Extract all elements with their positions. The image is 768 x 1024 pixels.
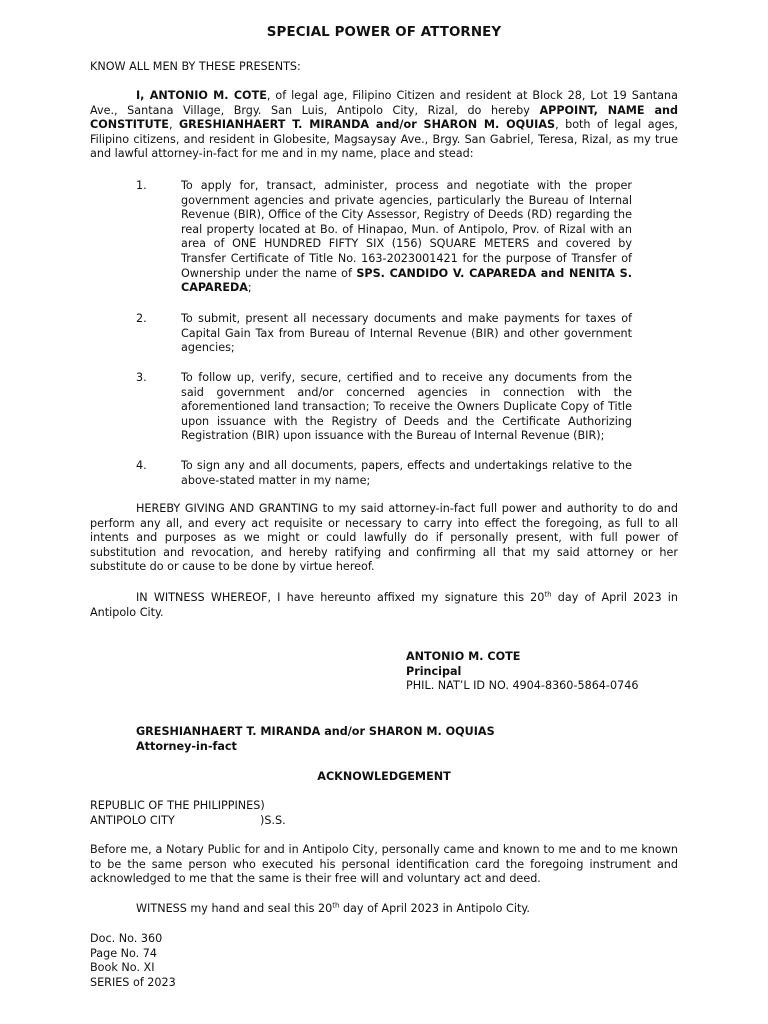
attorney-signature-block xyxy=(136,725,495,754)
power-number: 3. xyxy=(136,371,147,384)
page-number: Page No. 74 xyxy=(90,946,158,960)
principal-id: PHIL. NAT’L ID NO. 4904-8360-5864-0746 xyxy=(406,679,639,693)
power-number: 1. xyxy=(136,179,147,192)
power-text-end: ; xyxy=(247,281,252,295)
venue-ss: )S.S. xyxy=(260,813,286,827)
appointment-clause: APPOINT, NAME and CONSTITUTE xyxy=(90,103,678,132)
power-number: 4. xyxy=(136,459,147,472)
intro-paragraph xyxy=(90,89,678,162)
book-number: Book No. XI xyxy=(90,961,155,975)
notary-witness-text-end: day of April 2023 in Antipolo City. xyxy=(339,902,530,915)
doc-number: Doc. No. 360 xyxy=(90,932,163,945)
intro-text-3: , both of legal ages, Filipino citizens, and resident in Globesite, Magsaysay Ave., Brgy. San Gabriel, Teresa, Rizal, as my true and lawful attorney-in-fact for me and in my name, place and stead: xyxy=(90,118,678,161)
notary-witness-line xyxy=(90,902,678,917)
intro-text-2: , xyxy=(168,118,179,132)
power-text: To sign any and all documents, papers, effects and undertakings relative to the above-stated matter in my name; xyxy=(181,459,632,487)
acknowledgement-body: Before me, a Notary Public for and in Antipolo City, personally came and known to me and to me known to be the same person who executed his personal identification card the foregoing instrument and acknowledged to me that the same is their free will and voluntary act and deed. xyxy=(90,843,678,886)
witness-text: IN WITNESS WHEREOF, I have hereunto affixed my signature this 20 xyxy=(136,591,545,604)
venue-city: ANTIPOLO CITY xyxy=(90,813,175,827)
principal-role: Principal xyxy=(406,664,462,678)
series-year: SERIES of 2023 xyxy=(90,975,176,989)
intro-text-1: , of legal age, Filipino Citizen and resident at Block 28, Lot 19 Santana Ave., Santana Village, Brgy. San Luis, Antipolo City, Rizal, do hereby xyxy=(90,89,678,117)
principal-name: ANTONIO M. COTE xyxy=(406,650,521,663)
notary-witness-sup: th xyxy=(332,901,340,910)
venue-republic: REPUBLIC OF THE PHILIPPINES) xyxy=(90,799,265,812)
granting-paragraph: HEREBY GIVING AND GRANTING to my said attorney-in-fact full power and authority to do and perform any all, and every act requisite or necessary to carry into effect the foregoing, as full to all intents and purposes as we might or could lawfully do if personally present, with full power of substitution and revocation, and hereby ratifying and confirming all that my said attorney or her substitute do or cause to be done by virtue hereof. xyxy=(90,502,678,574)
venue-block xyxy=(90,799,286,828)
witness-paragraph xyxy=(90,591,678,620)
power-text: To submit, present all necessary documents and make payments for taxes of Capital Gain Tax from Bureau of Internal Revenue (BIR) and other government agencies; xyxy=(181,312,632,355)
power-text-main: To apply for, transact, administer, process and negotiate with the proper government agencies and private agencies, particularly the Bureau of Internal Revenue (BIR), Office of the City Assessor, Registry of Deeds (RD) regarding the real property located at Bo. of Hinapao, Mun. of Antipolo, Prov. of Rizal with an area of ONE HUNDRED FIFTY SIX (156) SQUARE METERS and covered by Transfer Certificate of Title No. 163-2023001421 for the purpose of Transfer of Ownership under the name of xyxy=(181,179,632,280)
document-title: SPECIAL POWER OF ATTORNEY xyxy=(266,25,502,40)
notary-witness-text: WITNESS my hand and seal this 20 xyxy=(136,902,333,915)
power-number: 2. xyxy=(136,312,147,325)
attorneys-names: GRESHIANHAERT T. MIRANDA and/or SHARON M. OQUIAS xyxy=(178,118,556,132)
notarial-register-info xyxy=(90,932,176,990)
grantor-name: I, ANTONIO M. COTE xyxy=(136,89,267,102)
witness-text-end: day of April 2023 in Antipolo City. xyxy=(90,591,678,619)
acknowledgement-title: ACKNOWLEDGEMENT xyxy=(317,770,451,783)
owners-names: SPS. CANDIDO V. CAPAREDA and NENITA S. CAPAREDA xyxy=(181,266,632,295)
power-text: To follow up, verify, secure, certified and to receive any documents from the said government and/or concerned agencies in connection with the aforementioned land transaction; To receive the Owners Duplicate Copy of Title upon issuance with the Registry of Deeds and the Certificate Authorizing Registration (BIR) upon issuance with the Bureau of Internal Revenue (BIR); xyxy=(181,371,632,443)
opening-line: KNOW ALL MEN BY THESE PRESENTS: xyxy=(90,60,301,73)
power-text xyxy=(181,179,632,296)
attorney-names: GRESHIANHAERT T. MIRANDA and/or SHARON M. OQUIAS xyxy=(136,725,495,738)
witness-sup: th xyxy=(544,590,552,599)
principal-signature-block xyxy=(406,650,638,694)
attorney-role: Attorney-in-fact xyxy=(136,739,237,753)
